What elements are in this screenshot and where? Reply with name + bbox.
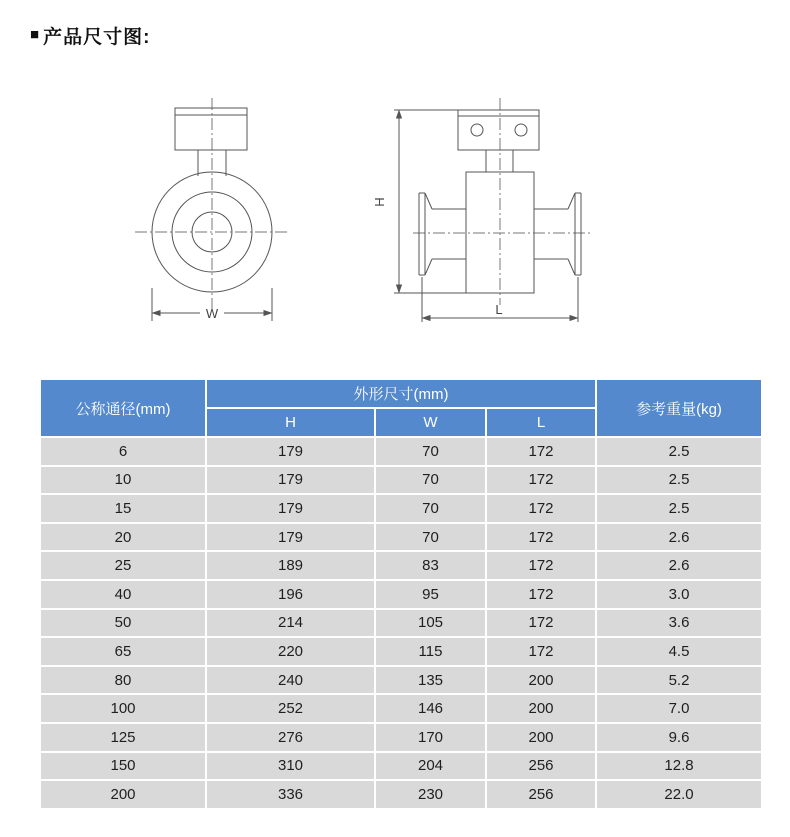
col-header-diameter: 公称通径(mm) — [41, 380, 205, 436]
table-cell: 2.5 — [597, 438, 761, 465]
table-cell: 150 — [41, 753, 205, 780]
table-cell: 70 — [376, 495, 485, 522]
table-row — [41, 667, 761, 694]
table-cell: 172 — [487, 552, 595, 579]
table-cell: 252 — [207, 695, 374, 722]
col-header-w: W — [376, 409, 485, 436]
table-cell: 40 — [41, 581, 205, 608]
table-cell: 200 — [41, 781, 205, 808]
table-cell: 3.0 — [597, 581, 761, 608]
table-cell: 4.5 — [597, 638, 761, 665]
table-cell: 256 — [487, 781, 595, 808]
table-cell: 172 — [487, 495, 595, 522]
table-cell: 214 — [207, 610, 374, 637]
table-cell: 179 — [207, 438, 374, 465]
table-cell: 200 — [487, 667, 595, 694]
col-header-l: L — [487, 409, 595, 436]
table-cell: 12.8 — [597, 753, 761, 780]
table-cell: 70 — [376, 524, 485, 551]
table-cell: 179 — [207, 495, 374, 522]
table-cell: 172 — [487, 467, 595, 494]
table-row — [41, 610, 761, 637]
front-view-drawing — [135, 98, 289, 321]
table-cell: 135 — [376, 667, 485, 694]
table-cell: 189 — [207, 552, 374, 579]
table-row — [41, 552, 761, 579]
table-cell: 3.6 — [597, 610, 761, 637]
table-row — [41, 524, 761, 551]
table-cell: 2.6 — [597, 552, 761, 579]
side-view-drawing — [372, 98, 590, 322]
table-cell: 10 — [41, 467, 205, 494]
table-body — [41, 438, 761, 808]
table-cell: 172 — [487, 610, 595, 637]
table-header — [41, 380, 761, 436]
section-title — [30, 22, 150, 49]
table-cell: 65 — [41, 638, 205, 665]
dimension-table — [39, 378, 763, 810]
table-row — [41, 695, 761, 722]
table-cell: 196 — [207, 581, 374, 608]
width-dimension-label: W — [205, 306, 219, 321]
height-dimension-label: H — [372, 197, 387, 207]
table-cell: 172 — [487, 438, 595, 465]
length-dimension-label: L — [495, 302, 503, 317]
table-cell: 256 — [487, 753, 595, 780]
table-cell: 15 — [41, 495, 205, 522]
table-cell: 230 — [376, 781, 485, 808]
table-cell: 204 — [376, 753, 485, 780]
table-cell: 172 — [487, 524, 595, 551]
table-cell: 25 — [41, 552, 205, 579]
table-cell: 2.5 — [597, 467, 761, 494]
table-cell: 6 — [41, 438, 205, 465]
table-cell: 50 — [41, 610, 205, 637]
table-cell: 276 — [207, 724, 374, 751]
table-cell: 2.5 — [597, 495, 761, 522]
table-cell: 200 — [487, 695, 595, 722]
table-header-row-1 — [41, 380, 761, 407]
page-title: 产品尺寸图: — [43, 27, 151, 48]
table-cell: 20 — [41, 524, 205, 551]
table-cell: 22.0 — [597, 781, 761, 808]
table-cell: 100 — [41, 695, 205, 722]
table-cell: 125 — [41, 724, 205, 751]
table-cell: 115 — [376, 638, 485, 665]
col-header-dimensions: 外形尺寸(mm) — [207, 380, 595, 407]
table-cell: 83 — [376, 552, 485, 579]
table-row — [41, 495, 761, 522]
table-row — [41, 781, 761, 808]
col-header-weight: 参考重量(kg) — [597, 380, 761, 436]
table-cell: 336 — [207, 781, 374, 808]
technical-drawing — [0, 80, 790, 345]
table-cell: 179 — [207, 467, 374, 494]
table-cell: 146 — [376, 695, 485, 722]
table-row — [41, 724, 761, 751]
table-cell: 200 — [487, 724, 595, 751]
table-cell: 70 — [376, 467, 485, 494]
table-cell: 172 — [487, 638, 595, 665]
table-row — [41, 638, 761, 665]
table-cell: 310 — [207, 753, 374, 780]
section-bullet-icon: ■ — [30, 26, 40, 43]
table-row — [41, 753, 761, 780]
table-cell: 9.6 — [597, 724, 761, 751]
table-cell: 172 — [487, 581, 595, 608]
table-cell: 220 — [207, 638, 374, 665]
table-cell: 95 — [376, 581, 485, 608]
table-cell: 105 — [376, 610, 485, 637]
table-row — [41, 438, 761, 465]
dimension-drawings — [0, 80, 790, 345]
table-cell: 2.6 — [597, 524, 761, 551]
table-row — [41, 581, 761, 608]
table-cell: 80 — [41, 667, 205, 694]
table-row — [41, 467, 761, 494]
table-cell: 179 — [207, 524, 374, 551]
col-header-h: H — [207, 409, 374, 436]
table-cell: 70 — [376, 438, 485, 465]
table-cell: 170 — [376, 724, 485, 751]
table-cell: 5.2 — [597, 667, 761, 694]
table-cell: 240 — [207, 667, 374, 694]
table-cell: 7.0 — [597, 695, 761, 722]
